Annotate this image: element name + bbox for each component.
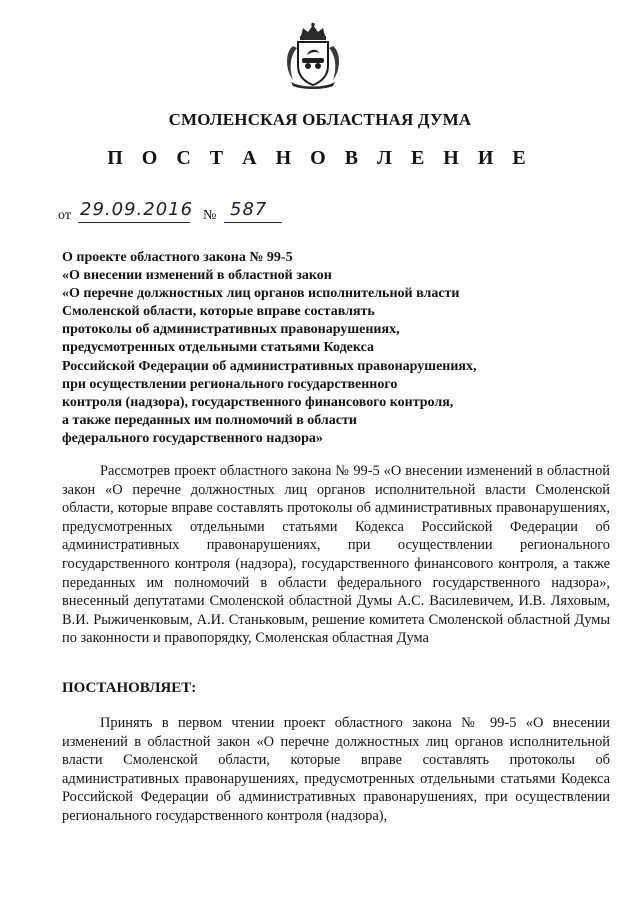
subject-line: О проекте областного закона № 99-5 [62, 250, 293, 265]
subject-line: Смоленской области, которые вправе составлять [62, 304, 375, 320]
subject-line: «О внесении изменений в областной закон [62, 268, 332, 284]
date-underline [78, 222, 190, 223]
date-from-label: от [58, 208, 71, 223]
date-number-line [58, 198, 318, 228]
subject-line: протоколы об административных правонарушениях, [62, 322, 400, 338]
number-underline [224, 222, 282, 223]
subject-line: а также переданных им полномочий в области [62, 412, 357, 428]
resolution-paragraph: Принять в первом чтении проект областного закона № 99-5 «О внесении изменений в областной закон «О перечне должностных лиц органов исполнительной власти Смоленской области, которые вправе составлять протоколы об административных правонарушениях, предусмотренных отдельными статьями Кодекса Российской Федерации об административных правонарушениях, при осуществлении регионального государственного контроля (надзора), [62, 715, 610, 824]
coat-of-arms-icon [283, 22, 343, 90]
document-type-title: П О С Т А Н О В Л Е Н И Е [107, 147, 533, 169]
organization-name: СМОЛЕНСКАЯ ОБЛАСТНАЯ ДУМА [168, 110, 472, 129]
subject-line: при осуществлении регионального государственного [62, 376, 398, 392]
subject-line: Российской Федерации об административных правонарушениях, [62, 358, 477, 374]
subject-line: «О перечне должностных лиц органов исполнительной власти [62, 286, 460, 302]
number-label: № [203, 208, 217, 223]
document-subject [62, 249, 532, 448]
decree-heading: ПОСТАНОВЛЯЕТ: [62, 680, 197, 696]
subject-line: предусмотренных отдельными статьями Кодекса [62, 340, 374, 356]
preamble-paragraph: Рассмотрев проект областного закона № 99-5 «О внесении изменений в областной закон «О перечне должностных лиц органов исполнительной власти Смоленской области, которые вправе составлять протоколы об административных правонарушениях, предусмотренных отдельными статьями Кодекса Российской Федерации об административных правонарушениях, при осуществлении регионального государственного контроля (надзора), государственного финансового контроля, а также переданных им полномочий в области федерального государственного надзора», внесенный депутатами Смоленской областной Думы А.С. Василевичем, И.В. Ляховым, В.И. Рыжиченковым, А.И. Станьковым, решение комитета Смоленской областной Думы по законности и правопорядку, Смоленская областная Дума [62, 463, 610, 647]
subject-line: федерального государственного надзора» [62, 430, 323, 446]
document-number: 587 [230, 199, 268, 220]
document-date: 29.09.2016 [80, 199, 194, 220]
subject-line: контроля (надзора), государственного финансового контроля, [62, 394, 454, 410]
